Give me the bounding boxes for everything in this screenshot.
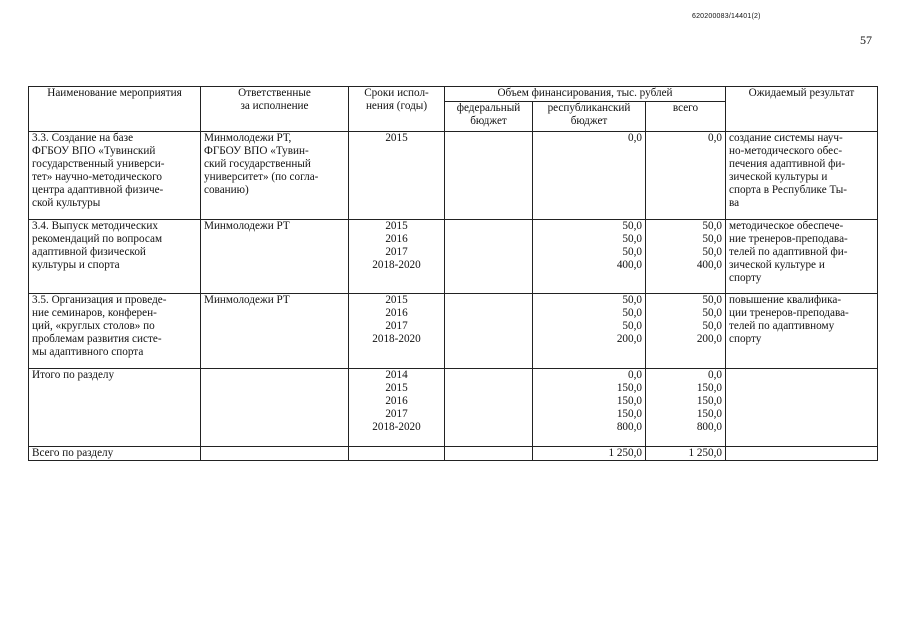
text-line: 0,0 <box>628 132 642 144</box>
itogo-federal <box>445 369 533 447</box>
header-republic <box>533 102 646 132</box>
vsego-responsible <box>201 447 349 461</box>
text-line: Минмолодежи РТ <box>204 294 290 306</box>
row-years <box>349 220 445 294</box>
row-federal <box>445 220 533 294</box>
itogo-responsible <box>201 369 349 447</box>
text-line: ва <box>729 197 740 209</box>
text-line: адаптивной физической <box>32 246 146 258</box>
text-line: Минмолодежи РТ, <box>204 132 292 144</box>
text-line: 3.3. Создание на базе <box>32 132 134 144</box>
text-line: 0,0 <box>708 369 722 381</box>
text-line: методическое обеспече- <box>729 220 844 232</box>
text-line: 150,0 <box>696 408 722 420</box>
text-line <box>448 220 529 233</box>
header-result: Ожидаемый результат <box>726 87 878 132</box>
text-line: повышение квалифика- <box>729 294 842 306</box>
header-row <box>29 87 878 102</box>
header-federal <box>445 102 533 132</box>
vsego-result <box>726 447 878 461</box>
text-line: республиканский <box>547 102 631 114</box>
text-line: проблемам развития систе- <box>32 333 162 345</box>
text-line <box>448 320 529 333</box>
text-line: 2017 <box>385 408 408 420</box>
text-line: Сроки испол- <box>364 87 429 99</box>
row-republic <box>533 294 646 369</box>
table-row <box>29 294 878 369</box>
text-line: зической культуры и <box>729 171 828 183</box>
text-line: 2017 <box>385 246 408 258</box>
text-line: 400,0 <box>616 259 642 271</box>
table-row <box>29 132 878 220</box>
row-federal <box>445 294 533 369</box>
row-total <box>646 294 726 369</box>
text-line: создание системы науч- <box>729 132 843 144</box>
text-line: ние семинаров, конферен- <box>32 307 157 319</box>
text-line: университет» (по согла- <box>204 171 319 183</box>
itogo-label: Итого по разделу <box>29 369 201 447</box>
text-line: но-методического обес- <box>729 145 843 157</box>
text-line: спорту <box>729 272 762 284</box>
text-line: 2018-2020 <box>372 333 421 345</box>
row-total <box>646 220 726 294</box>
text-line: за исполнение <box>240 100 309 112</box>
header-funding: Объем финансирования, тыс. рублей <box>445 87 726 102</box>
header-total: всего <box>646 102 726 132</box>
page-number: 57 <box>860 33 872 47</box>
text-line: спорта в Республике Ты- <box>729 184 847 196</box>
text-line: 50,0 <box>702 307 722 319</box>
text-line: 400,0 <box>696 259 722 271</box>
text-line: мы адаптивного спорта <box>32 346 144 358</box>
text-line: нения (годы) <box>365 100 428 112</box>
text-line: 150,0 <box>616 382 642 394</box>
vsego-total: 1 250,0 <box>646 447 726 461</box>
text-line: 2016 <box>385 233 408 245</box>
row-responsible <box>201 294 349 369</box>
itogo-republic <box>533 369 646 447</box>
text-line: Минмолодежи РТ <box>204 220 290 232</box>
row-name <box>29 132 201 220</box>
text-line: телей по адаптивной фи- <box>729 246 848 258</box>
text-line: центра адаптивной физиче- <box>32 184 164 196</box>
text-line: 50,0 <box>622 246 642 258</box>
table-row <box>29 220 878 294</box>
text-line: ФГБОУ ВПО «Тувин- <box>204 145 309 157</box>
text-line: 2017 <box>385 320 408 332</box>
text-line: 2016 <box>385 307 408 319</box>
text-line: 3.5. Организация и проведе- <box>32 294 167 306</box>
text-line: 50,0 <box>702 220 722 232</box>
text-line: 50,0 <box>622 294 642 306</box>
row-name <box>29 294 201 369</box>
text-line: 150,0 <box>696 395 722 407</box>
itogo-row <box>29 369 878 447</box>
text-line: 50,0 <box>622 233 642 245</box>
text-line: ций, «круглых столов» по <box>32 320 155 332</box>
text-line: 0,0 <box>628 369 642 381</box>
text-line: 50,0 <box>622 220 642 232</box>
vsego-federal <box>445 447 533 461</box>
text-line: спорту <box>729 333 762 345</box>
text-line <box>448 259 529 272</box>
text-line: 800,0 <box>696 421 722 433</box>
vsego-row <box>29 447 878 461</box>
row-republic <box>533 220 646 294</box>
itogo-result <box>726 369 878 447</box>
header-responsible <box>201 87 349 132</box>
itogo-total <box>646 369 726 447</box>
text-line: 2015 <box>385 382 408 394</box>
text-line: 0,0 <box>708 132 722 144</box>
text-line: 3.4. Выпуск методических <box>32 220 158 232</box>
row-result <box>726 220 878 294</box>
text-line: зической культуре и <box>729 259 825 271</box>
text-line: ние тренеров-преподава- <box>729 233 848 245</box>
document-id: 620200083/14401(2) <box>692 13 761 20</box>
text-line: 2014 <box>385 369 408 381</box>
text-line <box>448 294 529 307</box>
text-line: ский государственный <box>204 158 311 170</box>
text-line: 50,0 <box>702 320 722 332</box>
text-line: 2015 <box>385 132 408 144</box>
text-line: государственный универси- <box>32 158 165 170</box>
text-line: рекомендаций по вопросам <box>32 233 163 245</box>
text-line: ФГБОУ ВПО «Тувинский <box>32 145 156 157</box>
row-years <box>349 294 445 369</box>
text-line: 150,0 <box>696 382 722 394</box>
text-line: 2018-2020 <box>372 259 421 271</box>
row-responsible <box>201 220 349 294</box>
row-federal <box>445 132 533 220</box>
text-line: 50,0 <box>702 246 722 258</box>
text-line: Ответственные <box>238 87 311 99</box>
text-line: 2015 <box>385 294 408 306</box>
text-line: 50,0 <box>702 233 722 245</box>
vsego-years <box>349 447 445 461</box>
text-line: 150,0 <box>616 395 642 407</box>
row-republic <box>533 132 646 220</box>
text-line: 50,0 <box>622 307 642 319</box>
vsego-republic: 1 250,0 <box>533 447 646 461</box>
text-line <box>448 333 529 346</box>
text-line: ской культуры <box>32 197 101 209</box>
text-line: печения адаптивной фи- <box>729 158 846 170</box>
text-line: 2015 <box>385 220 408 232</box>
text-line: бюджет <box>570 115 608 127</box>
funding-table <box>28 86 878 461</box>
text-line: 2018-2020 <box>372 421 421 433</box>
row-name <box>29 220 201 294</box>
text-line: 50,0 <box>622 320 642 332</box>
text-line <box>448 246 529 259</box>
text-line: ции тренеров-преподава- <box>729 307 849 319</box>
text-line <box>448 233 529 246</box>
text-line: телей по адаптивному <box>729 320 835 332</box>
itogo-years <box>349 369 445 447</box>
row-total <box>646 132 726 220</box>
text-line: 200,0 <box>616 333 642 345</box>
row-result <box>726 132 878 220</box>
text-line: 800,0 <box>616 421 642 433</box>
text-line: бюджет <box>470 115 507 127</box>
text-line <box>448 307 529 320</box>
row-years <box>349 132 445 220</box>
row-result <box>726 294 878 369</box>
text-line: федеральный <box>456 102 521 114</box>
text-line: тет» научно-методического <box>32 171 162 183</box>
text-line: 2016 <box>385 395 408 407</box>
text-line: культуры и спорта <box>32 259 120 271</box>
text-line: 200,0 <box>696 333 722 345</box>
vsego-label: Всего по разделу <box>29 447 201 461</box>
text-line: 150,0 <box>616 408 642 420</box>
row-responsible <box>201 132 349 220</box>
text-line <box>448 132 529 145</box>
text-line: 50,0 <box>702 294 722 306</box>
header-terms <box>349 87 445 132</box>
text-line: сованию) <box>204 184 249 196</box>
header-name: Наименование мероприятия <box>29 87 201 132</box>
